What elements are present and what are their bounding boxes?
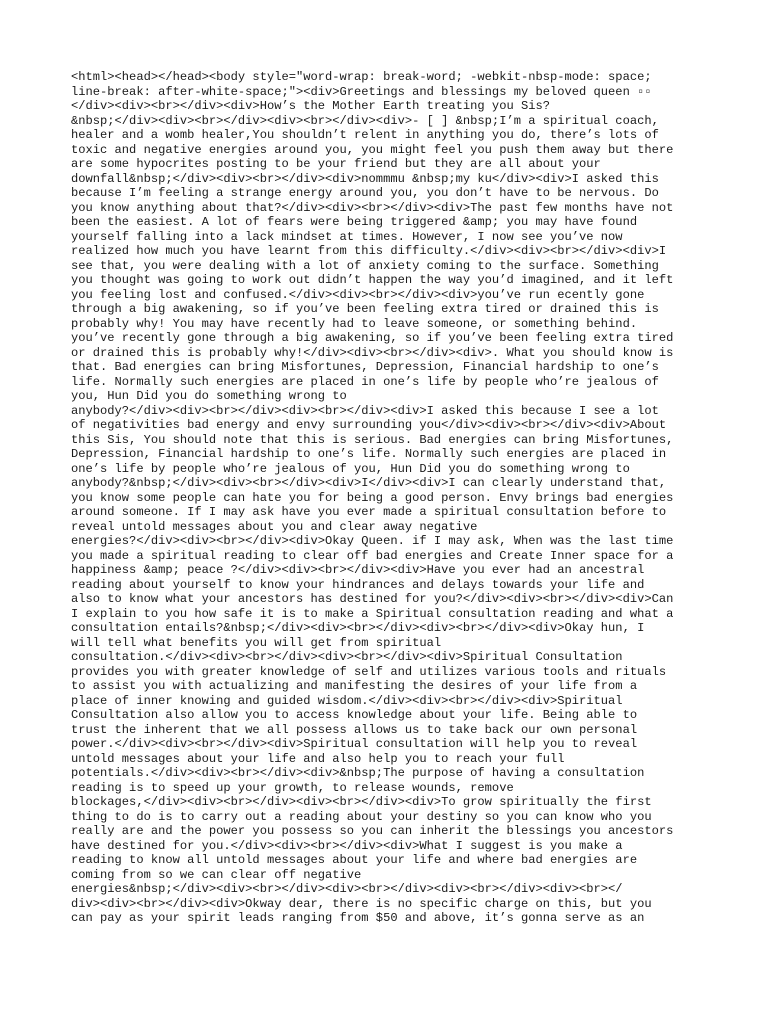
raw-html-source-text: <html><head></head><body style="word-wrap: break-word; -webkit-nbsp-mode: space; line-break: after-white-space;"><div>Greetings and blessings my beloved queen ▫▫ </div><div><br></div><div>How’s the Mother Earth treating you Sis? &nbsp;</div><div><br></div><div><br></div><div>- [ ] &nbsp;I’m a spiritual coach, healer and a womb healer,You shouldn’t relent in anything you do, there’s lots of toxic and negative energies around you, you might feel you push them away but there are some hypocrites posting to be your friend but they are all about your downfall&nbsp;</div><div><br></div><div>nommmu &nbsp;my ku</div><div>I asked this because I’m feeling a strange energy around you, you don’t have to be nervous. Do you know anything about that?</div><div><br></div><div>The past few months have not been the easiest. A lot of fears were being triggered &amp; you may have found yourself falling into a lack mindset at times. However, I now see you’ve now realized how much you have learnt from this difficulty.</div><div><br></div><div>I see that, you were dealing with a lot of anxiety coming to the surface. Something you thought was going to work out didn’t happen the way you’d imagined, and it left you feeling lost and confused.</div><div><br></div><div>you’ve run ecently gone through a big awakening, so if you’ve been feeling extra tired or drained this is probably why! You may have recently had to leave someone, or something behind. you’ve recently gone through a big awakening, so if you’ve been feeling extra tired or drained this is probably why!</div><div><br></div><div>. What you should know is that. Bad energies can bring Misfortunes, Depression, Financial hardship to one’s life. Normally such energies are placed in one’s life by people who’re jealous of you, Hun Did you do something wrong to anybody?</div><div><br></div><div><br></div><div>I asked this because I see a lot of negativities bad energy and envy surrounding you</div><div><br></div><div>About this Sis, You should note that this is serious. Bad energies can bring Misfortunes, Depression, Financial hardship to one’s life. Normally such energies are placed in one’s life by people who’re jealous of you, Hun Did you do something wrong to anybody?&nbsp;</div><div><br></div><div>I</div><div>I can clearly understand that, you know some people can hate you for being a good person. Envy brings bad energies around someone. If I may ask have you ever made a spiritual consultation before to reveal untold messages about you and clear away negative energies?</div><div><br></div><div>Okay Queen. if I may ask, When was the last time you made a spiritual reading to clear off bad energies and Create Inner space for a happiness &amp; peace ?</div><div><br></div><div>Have you ever had an ancestral reading about yourself to know your hindrances and delays towards your life and also to know what your ancestors has destined for you?</div><div><br></div><div>Can I explain to you how safe it is to make a Spiritual consultation reading and what a consultation entails?&nbsp;</div><div><br></div><div><br></div><div>Okay hun, I will tell what benefits you will get from spiritual consultation.</div><div><br></div><div><br></div><div>Spiritual Consultation provides you with greater knowledge of self and utilizes various tools and rituals to assist you with actualizing and manifesting the desires of your life from a place of inner knowing and guided wisdom.</div><div><br></div><div>Spiritual Consultation also allow you to access knowledge about your life. Being able to trust the inherent that we all possess allows us to take back our own personal power.</div><div><br></div><div>Spiritual consultation will help you to reveal untold messages about your life and also help you to reach your full potentials.</div><div><br></div><div>&nbsp;The purpose of having a consultation reading is to speed up your growth, to release wounds, remove blockages,</div><div><br></div><div><br></div><div>To grow spiritually the first thing to do is to carry out a reading about your destiny so you can know who you really are and the power you possess so you can inherit the blessings you ancestors have destined for you.</div><div><br></div><div>What I suggest is you make a reading to know all untold messages about your life and where bad energies are coming from so we can clear off negative energies&nbsp;</div><div><br></div><div><br></div><div><br></div><div><br></ div><div><br></div><div>Okway dear, there is no specific charge on this, but you can pay as your spirit leads ranging from $50 and above, it’s gonna serve as an — [71, 70, 674, 925]
